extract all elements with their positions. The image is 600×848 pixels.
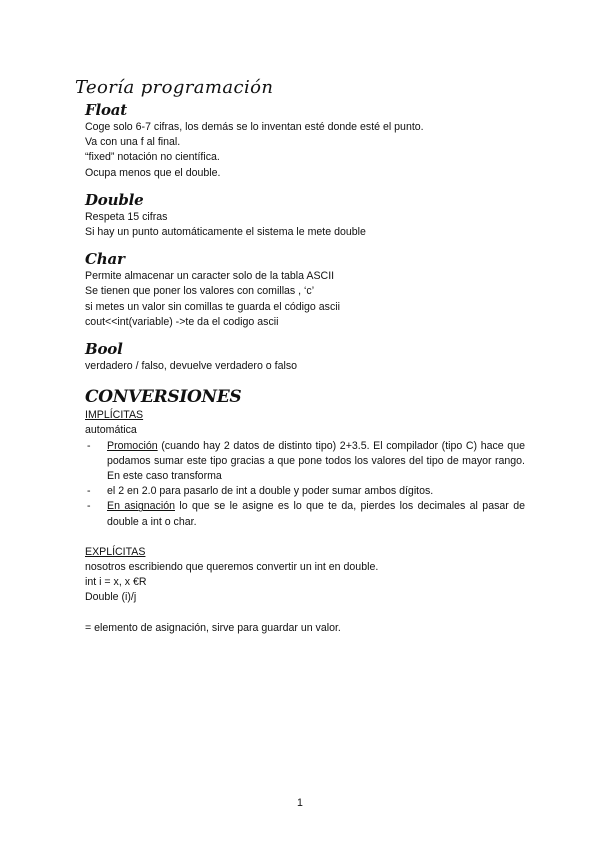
document-title: Teoría programación — [75, 77, 274, 98]
list-item — [85, 439, 525, 485]
float-line: “fixed” notación no científica. — [85, 151, 220, 164]
list-item — [85, 499, 525, 529]
list-item-term: Promoción — [107, 439, 158, 452]
float-heading: Float — [85, 101, 128, 119]
char-line: cout<<int(variable) ->te da el codigo ascii — [85, 315, 279, 328]
list-item-term: En asignación — [107, 500, 175, 513]
char-heading: Char — [85, 250, 125, 269]
list-item-text: (cuando hay 2 datos de distinto tipo) 2+3.5. El compilador (tipo C) hace que podamos sumar este tipo gracias a que pone todos los valores del tipo de mayor rango. En este caso transforma — [107, 439, 525, 483]
char-line: si metes un valor sin comillas te guarda el código ascii — [85, 300, 340, 313]
list-item-text: lo que se le asigne es lo que te da, pierdes los decimales al pasar de double a int o char. — [107, 500, 525, 528]
assignment-note: = elemento de asignación, sirve para guardar un valor. — [85, 621, 341, 634]
explicitas-line: nosotros escribiendo que queremos convertir un int en double. — [85, 561, 379, 574]
float-line: Ocupa menos que el double. — [85, 166, 221, 179]
document-body — [75, 76, 525, 636]
double-heading: Double — [85, 190, 144, 209]
char-line: Permite almacenar un caracter solo de la tabla ASCII — [85, 270, 335, 283]
conversiones-heading: CONVERSIONES — [85, 387, 242, 408]
explicitas-line: int i = x, x €R — [85, 576, 147, 589]
implicitas-label: IMPLÍCITAS — [85, 409, 144, 422]
double-line: Si hay un punto automáticamente el sistema le mete double — [85, 226, 366, 239]
char-line: Se tienen que poner los valores con comillas , ‘c’ — [85, 285, 315, 298]
bool-heading: Bool — [85, 340, 123, 359]
explicitas-line: Double (i)/j — [85, 591, 137, 604]
page-number: 1 — [297, 797, 303, 809]
float-line: Coge solo 6-7 cifras, los demás se lo inventan esté donde esté el punto. — [85, 121, 424, 133]
double-line: Respeta 15 cifras — [85, 210, 168, 223]
explicitas-label: EXPLÍCITAS — [85, 545, 146, 558]
list-item-text: el 2 en 2.0 para pasarlo de int a double y poder sumar ambos dígitos. — [107, 485, 434, 498]
bool-line: verdadero / falso, devuelve verdadero o falso — [85, 360, 298, 373]
list-item — [85, 484, 525, 499]
implicitas-intro: automática — [85, 424, 137, 437]
float-line: Va con una f al final. — [85, 136, 181, 149]
implicitas-list — [85, 439, 525, 530]
